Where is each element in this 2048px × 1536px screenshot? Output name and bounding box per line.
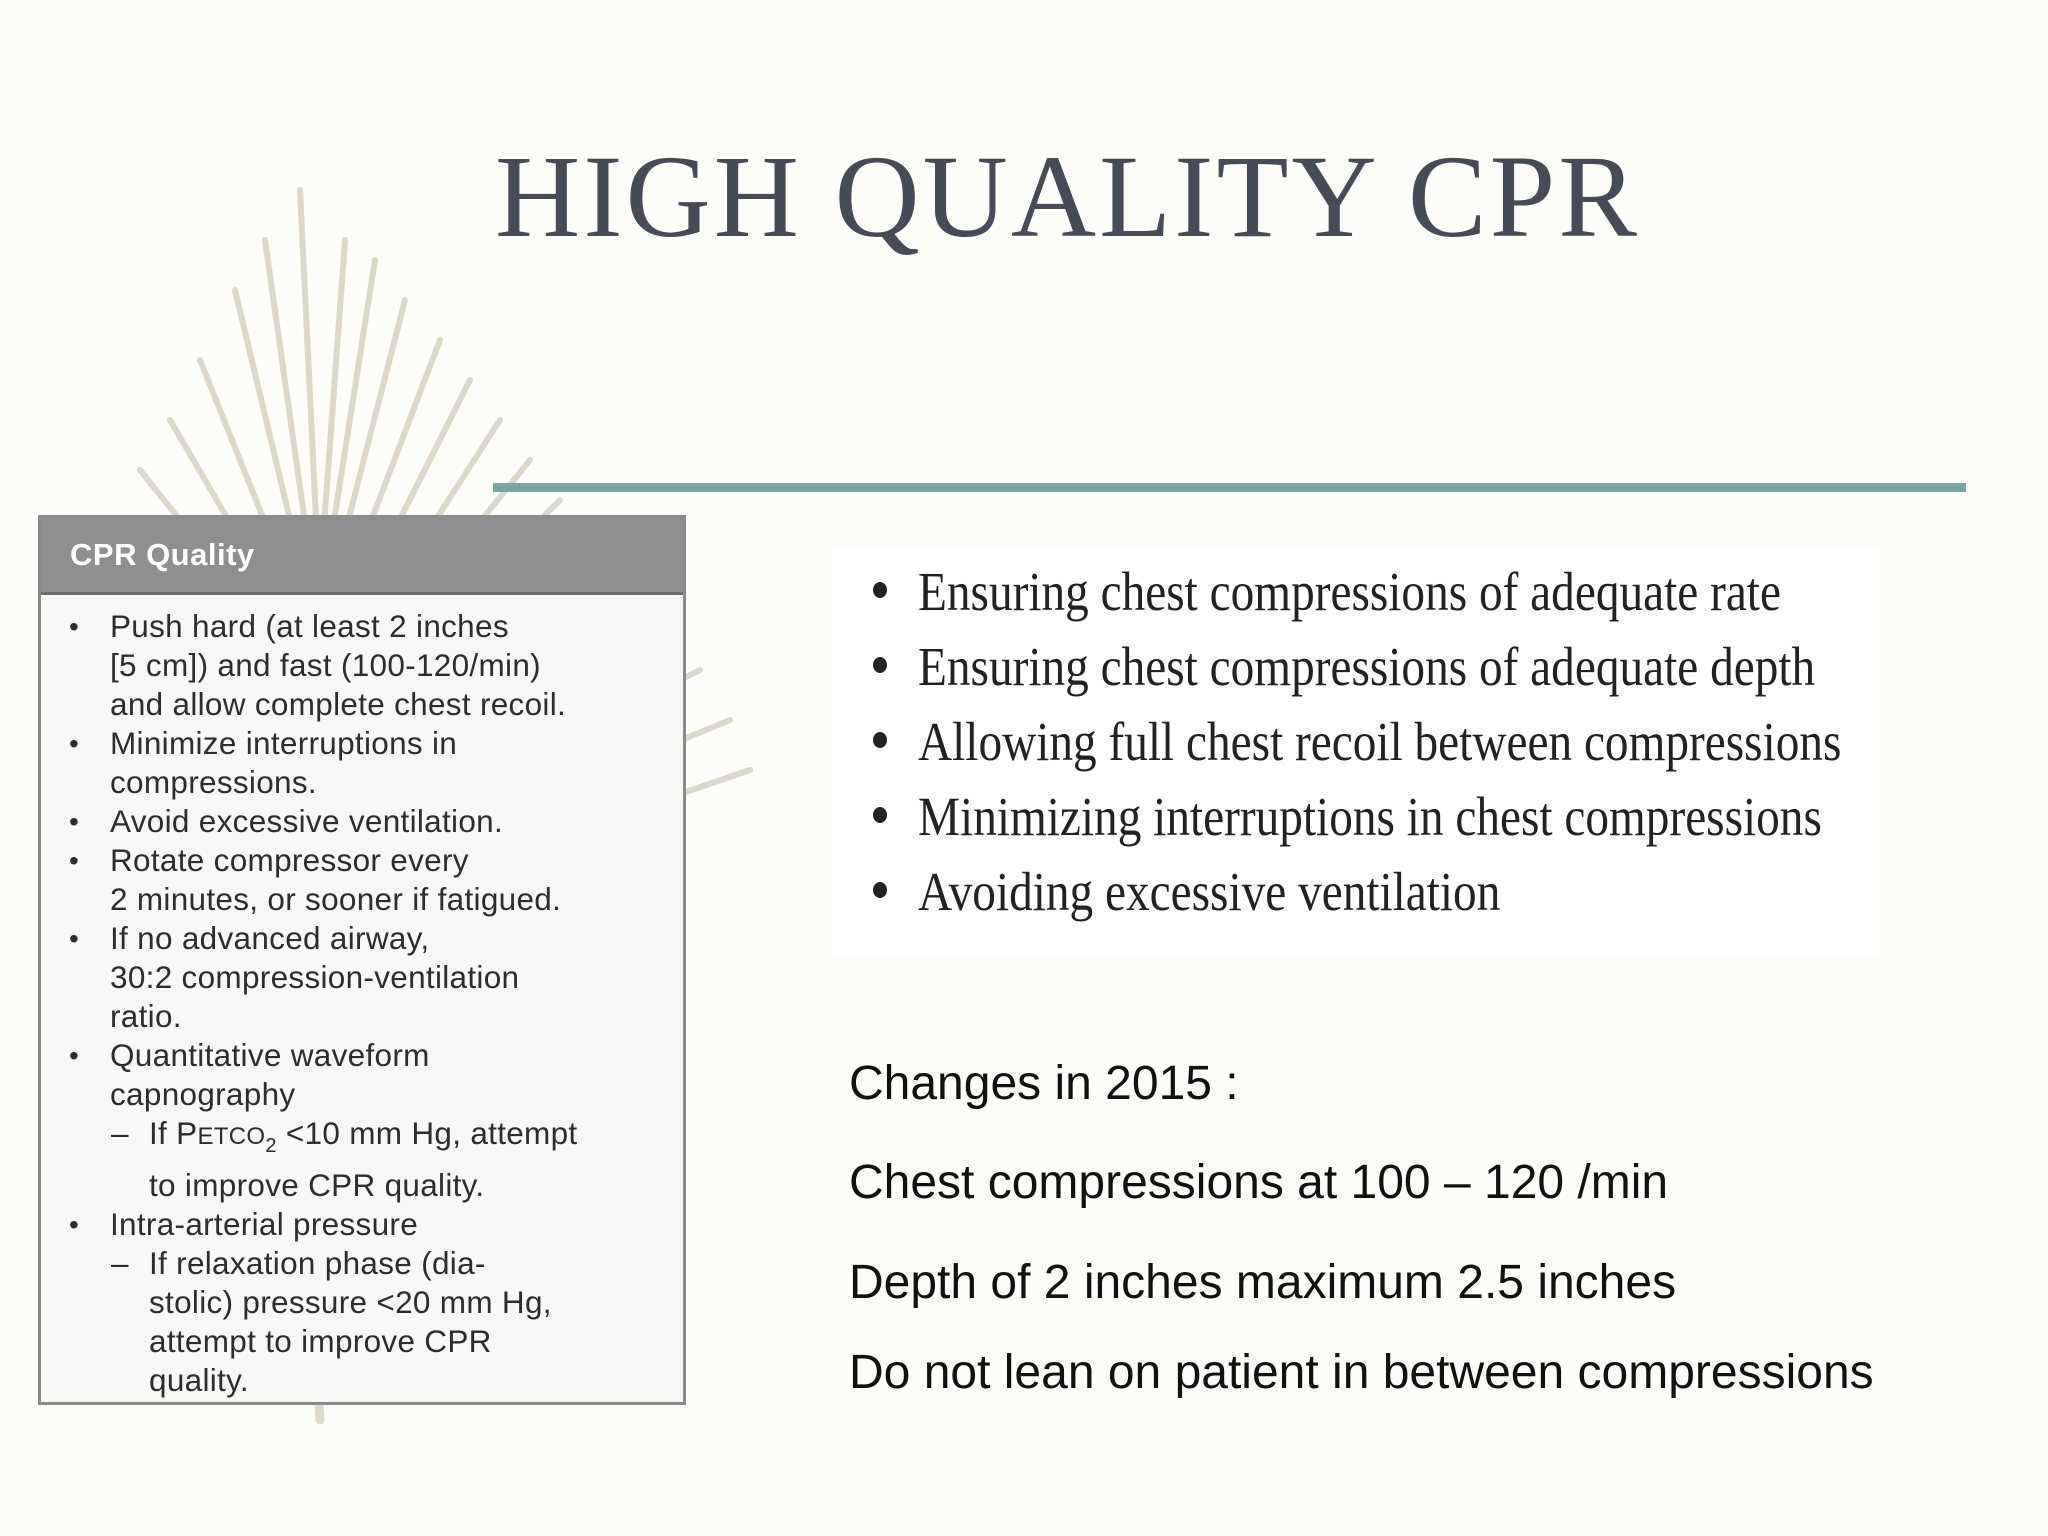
cpr-item-line: ratio. (110, 998, 182, 1034)
bullet-icon: • (69, 923, 80, 954)
cpr-list-item (41, 607, 683, 724)
cpr-list-item (41, 919, 683, 1036)
bullet-icon: • (69, 1209, 80, 1240)
cpr-item-line: If relaxation phase (dia- (149, 1245, 486, 1281)
title-divider (493, 483, 1966, 492)
cpr-item-line: Push hard (at least 2 inches (110, 608, 509, 644)
cpr-item-line: stolic) pressure <20 mm Hg, (149, 1284, 552, 1320)
cpr-list-item (41, 1205, 683, 1244)
bullet-icon (873, 807, 887, 823)
cpr-sub-item (41, 1114, 683, 1205)
cpr-item-line: Quantitative waveform (110, 1037, 430, 1073)
bullet-icon (873, 732, 887, 748)
bullet-icon: • (69, 1040, 80, 1071)
cpr-quality-list (41, 595, 683, 1400)
cpr-list-item (41, 1036, 683, 1114)
changes-line: Do not lean on patient in between compressions (849, 1346, 1874, 1399)
bullet-icon (873, 582, 887, 598)
dash-icon: – (111, 1245, 129, 1281)
cpr-item-line: [5 cm]) and fast (100-120/min) (110, 647, 541, 683)
cpr-list-item (41, 802, 683, 841)
bullet-text: Allowing full chest recoil between compressions (918, 711, 1842, 772)
cpr-item-line: If $PETCO_2 <10$ mm Hg, attempt (149, 1115, 578, 1157)
cpr-item-line: If no advanced airway, (110, 920, 430, 956)
bullet-icon: • (69, 611, 80, 642)
slide-title: HIGH QUALITY CPR (495, 131, 1640, 262)
cpr-quality-header: CPR Quality (41, 518, 683, 592)
cpr-list-item (41, 724, 683, 802)
cpr-item-line: Rotate compressor every (110, 842, 469, 878)
cpr-item-line: Intra-arterial pressure (110, 1206, 419, 1242)
bullet-text: Ensuring chest compressions of adequate depth (918, 636, 1816, 697)
cpr-item-line: 2 minutes, or sooner if fatigued. (110, 881, 562, 917)
cpr-quality-box (38, 515, 686, 1405)
cpr-item-line: Minimize interruptions in (110, 725, 458, 761)
dash-icon: – (111, 1115, 129, 1151)
cpr-item-line: compressions. (110, 764, 317, 800)
cpr-item-line: quality. (149, 1362, 249, 1398)
bullet-panel (832, 550, 1880, 958)
cpr-item-line: 30:2 compression-ventilation (110, 959, 520, 995)
cpr-item-line: Avoid excessive ventilation. (110, 803, 504, 839)
cpr-sub-item (41, 1244, 683, 1400)
bullet-icon (873, 882, 887, 898)
changes-heading: Changes in 2015 : (849, 1057, 1239, 1110)
bullet-icon (873, 657, 887, 673)
cpr-item-line: to improve CPR quality. (149, 1167, 485, 1203)
bullet-text: Avoiding excessive ventilation (918, 861, 1501, 922)
bullet-icon: • (69, 845, 80, 876)
bullet-text: Minimizing interruptions in chest compressions (918, 786, 1822, 847)
cpr-item-line: attempt to improve CPR (149, 1323, 492, 1359)
cpr-item-line: capnography (110, 1076, 296, 1112)
cpr-list-item (41, 841, 683, 919)
bullet-icon: • (69, 806, 80, 837)
bullet-text: Ensuring chest compressions of adequate rate (918, 561, 1781, 622)
changes-line: Depth of 2 inches maximum 2.5 inches (849, 1256, 1677, 1309)
bullet-icon: • (69, 728, 80, 759)
changes-line: Chest compressions at 100 – 120 /min (849, 1156, 1669, 1209)
cpr-item-line: and allow complete chest recoil. (110, 686, 567, 722)
